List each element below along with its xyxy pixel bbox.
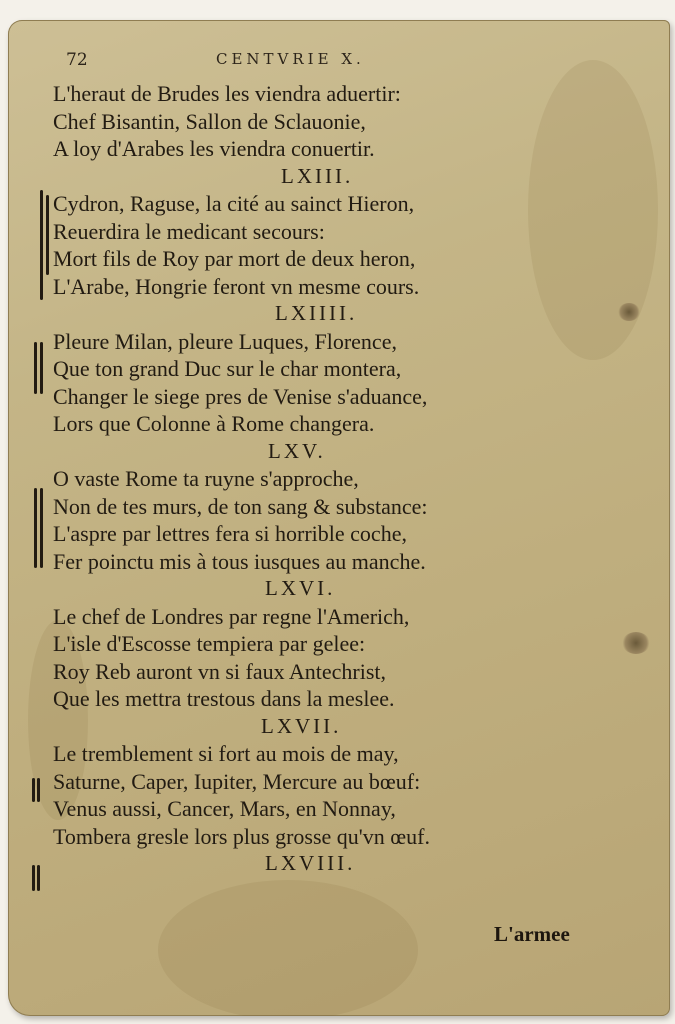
- water-stain: [158, 880, 418, 1016]
- verse-line: Fer poinctu mis à tous iusques au manche.: [53, 548, 426, 574]
- verse-line: Chef Bisantin, Sallon de Sclauonie,: [53, 108, 366, 134]
- verse-line: Que ton grand Duc sur le char montera,: [53, 356, 402, 381]
- margin-mark: [32, 778, 35, 802]
- verse-line: Venus aussi, Cancer, Mars, en Nonnay,: [53, 796, 396, 821]
- verse-line: Non de tes murs, de ton sang & substance:: [53, 493, 428, 519]
- verse-line: L'aspre par lettres fera si horrible coche,: [53, 521, 407, 546]
- margin-mark: [40, 190, 43, 300]
- verse-line: Tombera gresle lors plus grosse qu'vn œuf.: [53, 823, 430, 849]
- verse-line: A loy d'Arabes les viendra conuertir.: [53, 136, 375, 161]
- verse-line: Roy Reb auront vn si faux Antechrist,: [53, 658, 387, 684]
- margin-mark: [34, 342, 37, 394]
- verse-line: Cydron, Raguse, la cité au sainct Hieron,: [53, 191, 415, 216]
- verse-line: Saturne, Caper, Iupiter, Mercure au bœuf:: [53, 768, 421, 794]
- margin-mark: [37, 778, 40, 802]
- running-title: CENTVRIE X.: [216, 50, 365, 68]
- margin-mark: [40, 488, 43, 568]
- verse-line: Le chef de Londres par regne l'Americh,: [53, 603, 410, 629]
- verse-line: L'Arabe, Hongrie feront vn mesme cours.: [53, 273, 420, 299]
- quatrain-number: LXIIII.: [275, 301, 358, 325]
- verse-line: O vaste Rome ta ruyne s'approche,: [53, 466, 359, 491]
- page-number: 72: [66, 50, 88, 70]
- verse-line: L'isle d'Escosse tempiera par gelee:: [53, 631, 366, 656]
- verse-text: [53, 80, 573, 878]
- quatrain-number: LXVIII.: [265, 851, 356, 875]
- verse-line: Le tremblement si fort au mois de may,: [53, 741, 399, 766]
- verse-line: Pleure Milan, pleure Luques, Florence,: [53, 328, 397, 354]
- margin-mark: [46, 195, 49, 275]
- margin-mark: [32, 865, 35, 891]
- paper-hole: [622, 632, 650, 654]
- quatrain-number: LXVII.: [261, 713, 342, 738]
- verse-line: Mort fils de Roy par mort de deux heron,: [53, 246, 416, 271]
- quatrain-number: LXVI.: [265, 576, 336, 600]
- margin-mark: [40, 342, 43, 394]
- quatrain-number: LXV.: [268, 438, 326, 463]
- book-page: [8, 20, 670, 1016]
- verse-line: Changer le siege pres de Venise s'aduance,: [53, 383, 428, 409]
- verse-line: Que les mettra trestous dans la meslee.: [53, 686, 395, 711]
- quatrain-number: LXIII.: [281, 163, 354, 188]
- margin-mark: [34, 488, 37, 568]
- paper-hole: [618, 303, 640, 321]
- verse-line: Reuerdira le medicant secours:: [53, 218, 325, 244]
- verse-line: L'heraut de Brudes les viendra aduertir:: [53, 81, 401, 106]
- catchword: L'armee: [494, 922, 570, 946]
- margin-mark: [37, 865, 40, 891]
- verse-line: Lors que Colonne à Rome changera.: [53, 411, 375, 436]
